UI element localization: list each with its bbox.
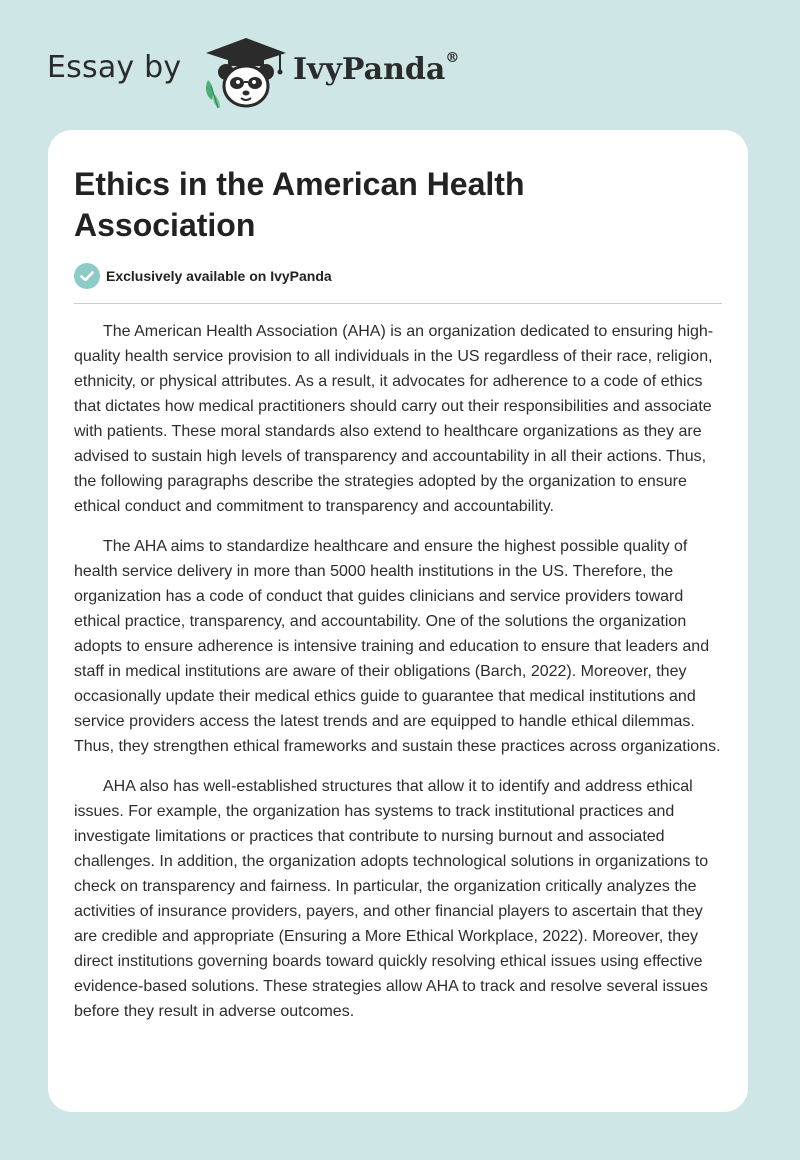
- essay-card: [48, 130, 748, 1112]
- registered-mark: ®: [445, 50, 460, 66]
- brand-logo[interactable]: [293, 52, 459, 87]
- essay-by-label: Essay by: [47, 50, 182, 85]
- paragraph: The AHA aims to standardize healthcare and ensure the highest possible quality of health service delivery in more than 5000 health institutions in the US. Therefore, the organization has a code of conduct that guides clinicians and service providers toward ethical practice, transparency, and accountability. One of the solutions the organization adopts to ensure adherence is intensive training and education to ensure that leaders and staff in medical institutions are aware of their obligations (Barch, 2022). Moreover, they occasionally update their medical ethics guide to guarantee that medical institutions and service providers access the latest trends and are equipped to handle ethical dilemmas. Thus, they strengthen ethical frameworks and sustain these practices across organizations.: [74, 538, 721, 755]
- brand-name: IvyPanda: [293, 52, 446, 87]
- title-divider: [74, 303, 722, 304]
- paragraph: AHA also has well-established structures that allow it to identify and address ethical issues. For example, the organization has systems to track institutional practices and investigate limitations or practices that contribute to nursing burnout and associated challenges. In addition, the organization adopts technological solutions in organizations to check on transparency and fairness. In particular, the organization critically analyzes the activities of insurance providers, payers, and other financial players to ascertain that they are credible and appropriate (Ensuring a More Ethical Workplace, 2022). Moreover, they direct institutions governing boards toward quickly resolving ethical issues using effective evidence-based solutions. These strategies allow AHA to track and resolve several issues before they result in adverse outcomes.: [74, 778, 709, 1020]
- exclusive-badge: [74, 263, 332, 289]
- check-circle-icon: [74, 263, 100, 289]
- panda-graduate-icon[interactable]: [200, 36, 292, 110]
- page-title: Ethics in the American Health Association: [74, 166, 525, 243]
- essay-body: [74, 319, 724, 1039]
- exclusive-badge-label: Exclusively available on IvyPanda: [106, 268, 332, 284]
- paragraph: The American Health Association (AHA) is an organization dedicated to ensuring high-quality health service provision to all individuals in the US regardless of their race, religion, ethnicity, or physical attributes. As a result, it advocates for adherence to a code of ethics that dictates how medical practitioners should carry out their responsibilities and associate with patients. These moral standards also extend to healthcare organizations as they are advised to sustain high levels of transparency and accountability in all their actions. Thus, the following paragraphs describe the strategies adopted by the organization to ensure ethical conduct and commitment to transparency and accountability.: [74, 323, 714, 515]
- site-header: [0, 0, 800, 130]
